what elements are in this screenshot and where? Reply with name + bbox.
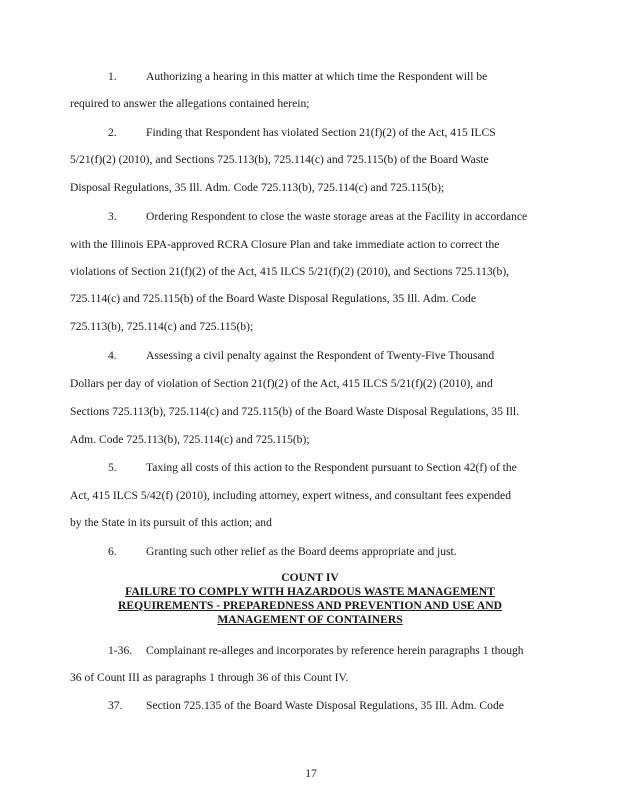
item-5-line-3: by the State in its pursuit of this action; and	[70, 516, 272, 529]
count-subtitle-line-3: MANAGEMENT OF CONTAINERS	[217, 613, 403, 626]
item-1-line-1	[108, 70, 588, 84]
item-4-line-3: Sections 725.113(b), 725.114(c) and 725.115(b) of the Board Waste Disposal Regulations, 35 Ill.	[70, 405, 520, 418]
para-number: 1-36.	[108, 644, 133, 657]
item-text: Assessing a civil penalty against the Respondent of Twenty-Five Thousand	[146, 349, 495, 362]
item-number: 6.	[108, 545, 117, 558]
item-text: Authorizing a hearing in this matter at which time the Respondent will be	[146, 70, 488, 83]
count-subtitle-line-1: FAILURE TO COMPLY WITH HAZARDOUS WASTE MANAGEMENT	[125, 585, 495, 598]
para-text: Complainant re-alleges and incorporates by reference herein paragraphs 1 though	[146, 644, 524, 657]
item-number: 3.	[108, 210, 117, 223]
item-3-line-1	[108, 210, 588, 224]
item-4-line-4: Adm. Code 725.113(b), 725.114(c) and 725.115(b);	[70, 433, 310, 446]
item-3-line-2: with the Illinois EPA-approved RCRA Closure Plan and take immediate action to correct the	[70, 238, 500, 251]
page-number: 17	[305, 767, 317, 780]
para-text: Section 725.135 of the Board Waste Disposal Regulations, 35 Ill. Adm. Code	[146, 699, 504, 712]
item-number: 4.	[108, 349, 117, 362]
item-number: 5.	[108, 461, 117, 474]
item-number: 1.	[108, 70, 117, 83]
item-4-line-1	[108, 349, 588, 363]
para-number: 37.	[108, 699, 123, 712]
count-title: COUNT IV	[281, 571, 339, 584]
item-3-line-4: 725.114(c) and 725.115(b) of the Board Waste Disposal Regulations, 35 Ill. Adm. Code	[70, 292, 476, 305]
item-3-line-3: violations of Section 21(f)(2) of the Act, 415 ILCS 5/21(f)(2) (2010), and Sections 725.113(b),	[70, 265, 510, 278]
item-text: Ordering Respondent to close the waste storage areas at the Facility in accordance	[146, 210, 528, 223]
item-2-line-3: Disposal Regulations, 35 Ill. Adm. Code 725.113(b), 725.114(c) and 725.115(b);	[70, 181, 445, 194]
item-1-line-2: required to answer the allegations contained herein;	[70, 97, 310, 110]
item-5-line-2: Act, 415 ILCS 5/42(f) (2010), including attorney, expert witness, and consultant fees expended	[70, 489, 511, 502]
item-text: Granting such other relief as the Board deems appropriate and just.	[146, 545, 457, 558]
item-4-line-2: Dollars per day of violation of Section 21(f)(2) of the Act, 415 ILCS 5/21(f)(2) (2010), and	[70, 377, 493, 390]
para-37-line-1	[108, 699, 588, 713]
item-text: Finding that Respondent has violated Section 21(f)(2) of the Act, 415 ILCS	[146, 126, 496, 139]
para-1-36-line-1	[108, 644, 588, 658]
item-2-line-2: 5/21(f)(2) (2010), and Sections 725.113(b), 725.114(c) and 725.115(b) of the Board Waste	[70, 153, 489, 166]
item-number: 2.	[108, 126, 117, 139]
para-1-36-line-2: 36 of Count III as paragraphs 1 through 36 of this Count IV.	[70, 671, 349, 684]
item-text: Taxing all costs of this action to the Respondent pursuant to Section 42(f) of the	[146, 461, 517, 474]
item-3-line-5: 725.113(b), 725.114(c) and 725.115(b);	[70, 320, 254, 333]
item-2-line-1	[108, 126, 588, 140]
item-5-line-1	[108, 461, 588, 475]
count-subtitle-line-2: REQUIREMENTS - PREPAREDNESS AND PREVENTION AND USE AND	[117, 599, 503, 612]
item-6-line-1	[108, 545, 588, 559]
